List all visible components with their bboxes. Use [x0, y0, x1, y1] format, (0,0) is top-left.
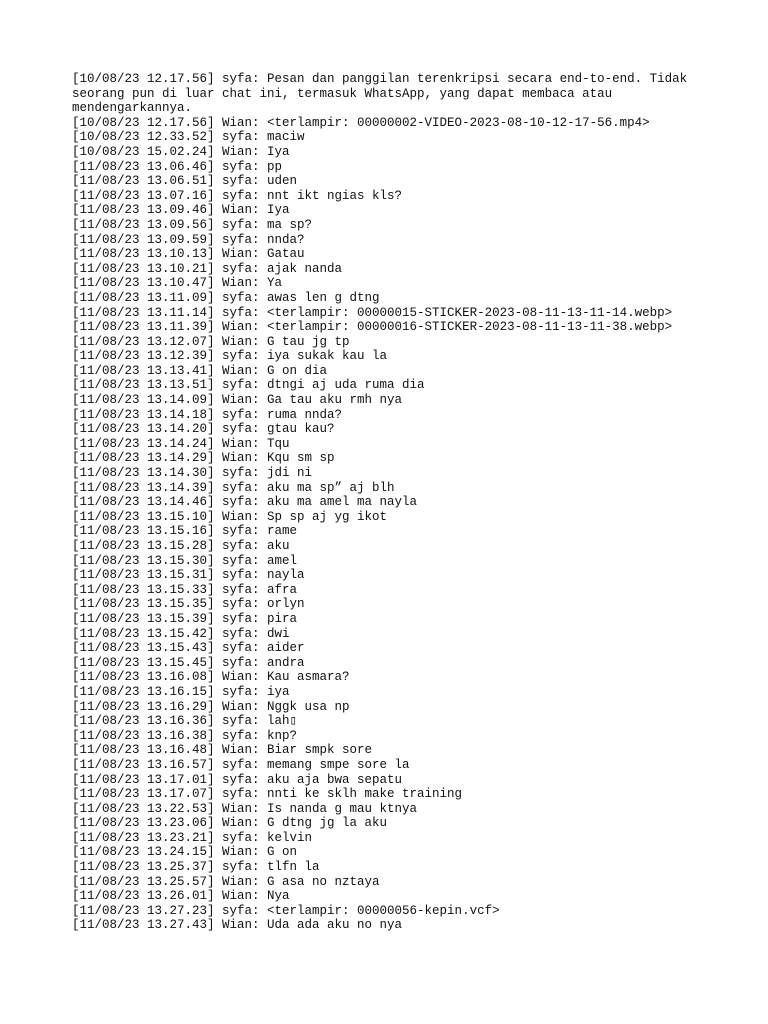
chat-line: [11/08/23 13.14.20] syfa: gtau kau?: [72, 422, 335, 437]
chat-line: [11/08/23 13.15.45] syfa: andra: [72, 655, 305, 670]
chat-line: [11/08/23 13.27.43] Wian: Uda ada aku no nya: [72, 918, 403, 933]
chat-line: [11/08/23 13.09.56] syfa: ma sp?: [72, 217, 313, 232]
chat-line: [11/08/23 13.14.18] syfa: ruma nnda?: [72, 407, 343, 422]
chat-line: [11/08/23 13.15.42] syfa: dwi: [72, 626, 290, 641]
chat-line: [11/08/23 13.13.41] Wian: G on dia: [72, 363, 328, 378]
chat-line: [11/08/23 13.09.59] syfa: nnda?: [72, 232, 305, 247]
chat-line: [11/08/23 13.11.09] syfa: awas len g dtng: [72, 290, 380, 305]
chat-line: [11/08/23 13.15.16] syfa: rame: [72, 524, 298, 539]
chat-line: [11/08/23 13.12.39] syfa: iya sukak kau la: [72, 349, 388, 364]
chat-line: [11/08/23 13.10.47] Wian: Ya: [72, 276, 283, 291]
chat-line: [11/08/23 13.07.16] syfa: nnt ikt ngias kls?: [72, 188, 403, 203]
chat-line: [11/08/23 13.06.51] syfa: uden: [72, 174, 298, 189]
chat-line: [11/08/23 13.16.38] syfa: knp?: [72, 728, 298, 743]
chat-line: [11/08/23 13.14.30] syfa: jdi ni: [72, 466, 313, 481]
chat-line: [10/08/23 12.17.56] Wian: <terlampir: 00000002-VIDEO-2023-08-10-12-17-56.mp4>: [72, 115, 650, 130]
chat-line: [11/08/23 13.14.09] Wian: Ga tau aku rmh nya: [72, 393, 403, 408]
chat-line: [11/08/23 13.15.31] syfa: nayla: [72, 568, 305, 583]
chat-line: [11/08/23 13.16.15] syfa: iya: [72, 684, 290, 699]
chat-line: [11/08/23 13.15.10] Wian: Sp sp aj yg ikot: [72, 509, 388, 524]
chat-line: [11/08/23 13.10.13] Wian: Gatau: [72, 247, 305, 262]
chat-line: [11/08/23 13.15.39] syfa: pira: [72, 611, 298, 626]
chat-transcript: [72, 72, 702, 933]
chat-line: [11/08/23 13.14.39] syfa: aku ma sp” aj blh: [72, 480, 395, 495]
chat-line: [11/08/23 13.15.30] syfa: amel: [72, 553, 298, 568]
chat-line: [11/08/23 13.27.23] syfa: <terlampir: 00000056-kepin.vcf>: [72, 903, 500, 918]
chat-line: [11/08/23 13.16.08] Wian: Kau asmara?: [72, 670, 350, 685]
chat-line: [11/08/23 13.17.07] syfa: nnti ke sklh make training: [72, 787, 463, 802]
chat-line: [11/08/23 13.11.14] syfa: <terlampir: 00000015-STICKER-2023-08-11-13-11-14.webp>: [72, 305, 673, 320]
chat-line: [11/08/23 13.22.53] Wian: Is nanda g mau ktnya: [72, 801, 418, 816]
chat-line: [11/08/23 13.10.21] syfa: ajak nanda: [72, 261, 343, 276]
chat-line: [11/08/23 13.23.21] syfa: kelvin: [72, 830, 313, 845]
chat-line: [11/08/23 13.15.35] syfa: orlyn: [72, 597, 305, 612]
chat-line: seorang pun di luar chat ini, termasuk WhatsApp, yang dapat membaca atau: [72, 86, 613, 101]
chat-line: [11/08/23 13.09.46] Wian: Iya: [72, 203, 290, 218]
chat-line: [11/08/23 13.23.06] Wian: G dtng jg la aku: [72, 816, 388, 831]
chat-line: [11/08/23 13.25.57] Wian: G asa no nztaya: [72, 874, 380, 889]
chat-line: [11/08/23 13.14.24] Wian: Tqu: [72, 436, 290, 451]
chat-line: [11/08/23 13.11.39] Wian: <terlampir: 00000016-STICKER-2023-08-11-13-11-38.webp>: [72, 320, 673, 335]
chat-line: [11/08/23 13.12.07] Wian: G tau jg tp: [72, 334, 350, 349]
chat-line: [11/08/23 13.15.33] syfa: afra: [72, 582, 298, 597]
chat-line: [11/08/23 13.24.15] Wian: G on: [72, 845, 298, 860]
chat-line: [11/08/23 13.14.29] Wian: Kqu sm sp: [72, 451, 335, 466]
chat-line: [11/08/23 13.17.01] syfa: aku aja bwa sepatu: [72, 772, 403, 787]
chat-line: [11/08/23 13.26.01] Wian: Nya: [72, 889, 290, 904]
chat-line: [11/08/23 13.06.46] syfa: pp: [72, 159, 283, 174]
chat-line: [10/08/23 12.33.52] syfa: maciw: [72, 130, 305, 145]
chat-line: mendengarkannya.: [72, 101, 193, 116]
chat-line: [11/08/23 13.16.36] syfa: lah▯: [72, 714, 298, 729]
chat-line: [11/08/23 13.16.48] Wian: Biar smpk sore: [72, 743, 373, 758]
chat-line: [11/08/23 13.25.37] syfa: tlfn la: [72, 860, 320, 875]
chat-line: [11/08/23 13.15.28] syfa: aku: [72, 539, 290, 553]
chat-line: [11/08/23 13.13.51] syfa: dtngi aj uda ruma dia: [72, 378, 425, 393]
chat-line: [11/08/23 13.16.57] syfa: memang smpe sore la: [72, 757, 410, 772]
chat-line: [11/08/23 13.14.46] syfa: aku ma amel ma nayla: [72, 495, 418, 510]
chat-line: [11/08/23 13.15.43] syfa: aider: [72, 641, 305, 656]
chat-line: [10/08/23 12.17.56] syfa: Pesan dan panggilan terenkripsi secara end-to-end. Tidak: [72, 72, 688, 86]
chat-line: [10/08/23 15.02.24] Wian: Iya: [72, 144, 290, 159]
chat-line: [11/08/23 13.16.29] Wian: Nggk usa np: [72, 699, 350, 714]
